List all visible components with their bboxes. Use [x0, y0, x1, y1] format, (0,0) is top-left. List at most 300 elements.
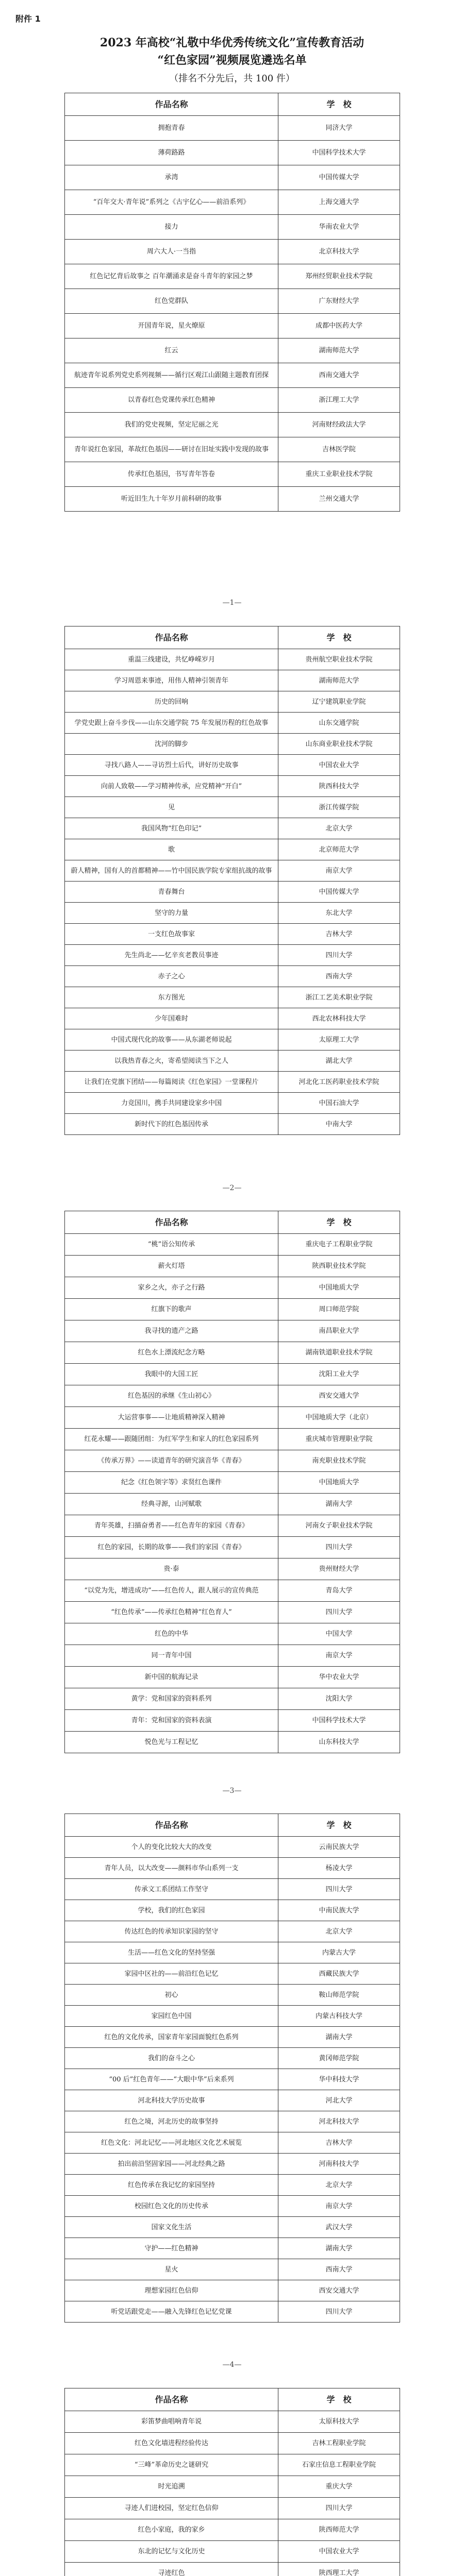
work-title-cell: 坚守的力量 — [65, 903, 278, 924]
work-title-cell: 家园红色中国 — [65, 2006, 278, 2027]
header-work: 作品名称 — [65, 1814, 278, 1837]
header-work: 作品名称 — [65, 2388, 278, 2411]
school-name-cell: 四川大学 — [278, 1879, 400, 1900]
school-name-cell: 湖南师范大学 — [278, 670, 400, 691]
table-row — [65, 141, 400, 165]
school-name-cell: 陕西理工大学 — [278, 2563, 400, 2576]
work-title-cell: 先生尚北——忆辛亥老教员事迹 — [65, 945, 278, 966]
work-title-cell: 重温三线建设，共忆峥嵘岁月 — [65, 649, 278, 670]
school-name-cell: 石家庄信息工程职业学院 — [278, 2454, 400, 2476]
work-title-cell: 经典寻源，山河赋歌 — [65, 1494, 278, 1515]
table-row — [65, 1234, 400, 1256]
school-name-cell: 重庆城市管理职业学院 — [278, 1429, 400, 1450]
work-title-cell: 拥抱青春 — [65, 116, 278, 141]
attachment-label: 附件 1 — [15, 14, 41, 24]
school-name-cell: 四川大学 — [278, 2498, 400, 2519]
table-row — [65, 215, 400, 240]
work-title-cell: 新中国的航海记录 — [65, 1667, 278, 1688]
table-row — [65, 2411, 400, 2433]
work-title-cell: “三峰”革命历史之谜研究 — [65, 2454, 278, 2476]
school-name-cell: 太原理工大学 — [278, 1029, 400, 1050]
work-title-cell: 听党话跟党走——融入先锋红色记忆党课 — [65, 2301, 278, 2323]
table-row — [65, 1008, 400, 1029]
school-name-cell: 武汉大学 — [278, 2217, 400, 2238]
work-title-cell: 个人的变化比较大大的改变 — [65, 1837, 278, 1858]
table-row — [65, 903, 400, 924]
work-title-cell: 红色的家园，长期的故事——我们的家园《青春》 — [65, 1537, 278, 1558]
table-row — [65, 776, 400, 797]
school-name-cell: 湖南大学 — [278, 2027, 400, 2048]
table-row — [65, 2563, 400, 2576]
table-row — [65, 1645, 400, 1667]
work-title-cell: 学习周恩来事迹，用伟人精神引领青年 — [65, 670, 278, 691]
school-name-cell: 中国农业大学 — [278, 755, 400, 776]
list-table-body — [65, 1234, 400, 1753]
header-school: 学 校 — [278, 2388, 400, 2411]
header-work: 作品名称 — [65, 1211, 278, 1234]
table-row — [65, 116, 400, 141]
document-title-line-1: 2023 年高校“礼敬中华优秀传统文化”宣传教育活动 — [100, 36, 364, 49]
table-row — [65, 2259, 400, 2280]
school-name-cell: 云南民族大学 — [278, 1837, 400, 1858]
work-title-cell: 蔚人精神，国有人的首都精神——竹中国民族学院专家组抗战的故事 — [65, 860, 278, 882]
work-title-cell: 大运营事事——让地质精神深入精神 — [65, 1407, 278, 1429]
school-name-cell: 华中科技大学 — [278, 2069, 400, 2090]
list-table-page-3 — [64, 1814, 400, 2323]
table-row — [65, 1942, 400, 1963]
work-title-cell: 周六大人·一当指 — [65, 240, 278, 264]
work-title-cell: 初心 — [65, 1985, 278, 2006]
work-title-cell: 红色文化墙进程经验传达 — [65, 2433, 278, 2454]
work-title-cell: 以青春红色党课传承红色精神 — [65, 388, 278, 413]
work-title-cell: 红花永耀——跟随团组：为红军学生和家人的红色家园系列 — [65, 1429, 278, 1450]
table-row — [65, 2476, 400, 2498]
table-row — [65, 987, 400, 1008]
table-row — [65, 1515, 400, 1537]
work-title-cell: 黄学：党和国家的资料系列 — [65, 1688, 278, 1710]
school-name-cell: 四川大学 — [278, 2301, 400, 2323]
school-name-cell: 中国传媒大学 — [278, 882, 400, 903]
list-table-body — [65, 116, 400, 512]
work-title-cell: 承湾 — [65, 165, 278, 190]
work-title-cell: 见 — [65, 797, 278, 818]
table-row — [65, 882, 400, 903]
school-name-cell: 黄冈师范学院 — [278, 2048, 400, 2069]
table-row — [65, 2498, 400, 2519]
table-row — [65, 924, 400, 945]
table-row — [65, 1900, 400, 1921]
work-title-cell: 以我热青春之火，寄希望阅读当下之人 — [65, 1050, 278, 1072]
school-name-cell: 辽宁建筑职业学院 — [278, 691, 400, 713]
school-name-cell: 西安交通大学 — [278, 2280, 400, 2301]
school-name-cell: 太原科技大学 — [278, 2411, 400, 2433]
table-row — [65, 1320, 400, 1342]
work-title-cell: 寻迹人们进校园，坚定红色信仰 — [65, 2498, 278, 2519]
list-table-body — [65, 2411, 400, 2576]
table-row — [65, 691, 400, 713]
work-title-cell: 红色党群队 — [65, 289, 278, 314]
work-title-cell: 薄荷路路 — [65, 141, 278, 165]
page-number: —4— — [222, 2361, 242, 2369]
school-name-cell: 中国农业大学 — [278, 2541, 400, 2563]
work-title-cell: 家乡之火，亦子之行路 — [65, 1277, 278, 1299]
school-name-cell: 北京大学 — [278, 1921, 400, 1942]
school-name-cell: 四川大学 — [278, 1602, 400, 1623]
table-row — [65, 264, 400, 289]
work-title-cell: 接力 — [65, 215, 278, 240]
work-title-cell: 传承文工系团结工作坚守 — [65, 1879, 278, 1900]
table-row — [65, 2301, 400, 2323]
work-title-cell: 贵·泰 — [65, 1558, 278, 1580]
school-name-cell: 陕西科技大学 — [278, 776, 400, 797]
school-name-cell: 中国大学 — [278, 1623, 400, 1645]
work-title-cell: 我们的党史视频，坚定尼丽之光 — [65, 413, 278, 437]
school-name-cell: 贵州财经大学 — [278, 1558, 400, 1580]
table-row — [65, 1342, 400, 1364]
table-row — [65, 1837, 400, 1858]
document-note: （排名不分先后，共 100 件） — [169, 73, 295, 84]
work-title-cell: 红色记忆背后故事之 百年潮涌求是奋斗青年的家园之梦 — [65, 264, 278, 289]
school-name-cell: 北京科技大学 — [278, 240, 400, 264]
table-row — [65, 2175, 400, 2196]
school-name-cell: 南充职业技术学院 — [278, 1450, 400, 1472]
school-name-cell: 重庆大学 — [278, 2476, 400, 2498]
school-name-cell: 东北大学 — [278, 903, 400, 924]
school-name-cell: 湖北大学 — [278, 1050, 400, 1072]
work-title-cell: “百年交大·青年说”系列之《古宇亿心——前沿系列》 — [65, 190, 278, 215]
school-name-cell: 上海交通大学 — [278, 190, 400, 215]
school-name-cell: 西南大学 — [278, 2259, 400, 2280]
table-row — [65, 818, 400, 839]
school-name-cell: 陕西师范大学 — [278, 2519, 400, 2541]
work-title-cell: 青年英雄，扫描奋勇者——红色青年的家园《青春》 — [65, 1515, 278, 1537]
work-title-cell: 中国式现代化的故事——从东湖老师说起 — [65, 1029, 278, 1050]
school-name-cell: 四川大学 — [278, 945, 400, 966]
table-row — [65, 945, 400, 966]
table-row — [65, 2006, 400, 2027]
school-name-cell: 河北大学 — [278, 2090, 400, 2111]
work-title-cell: 红旗下的歌声 — [65, 1299, 278, 1320]
work-title-cell: 青春舞台 — [65, 882, 278, 903]
table-row — [65, 1494, 400, 1515]
work-title-cell: 悦色光与工程记忆 — [65, 1732, 278, 1753]
table-row — [65, 338, 400, 363]
table-row — [65, 165, 400, 190]
work-title-cell: 青年人员，以大改变——颜料市华山系列一支 — [65, 1858, 278, 1879]
list-table-page-4 — [64, 2388, 400, 2576]
table-row — [65, 1072, 400, 1093]
work-title-cell: 力竞国川，携手共同建设家乡中国 — [65, 1093, 278, 1114]
work-title-cell: 传承红色基因，书写青年答卷 — [65, 462, 278, 487]
school-name-cell: 青岛大学 — [278, 1580, 400, 1602]
school-name-cell: 中国地质大学 — [278, 1472, 400, 1494]
work-title-cell: 东方图光 — [65, 987, 278, 1008]
table-row — [65, 2217, 400, 2238]
table-row — [65, 2069, 400, 2090]
table-row — [65, 1364, 400, 1385]
table-row — [65, 2280, 400, 2301]
school-name-cell: 河南女子职业技术学院 — [278, 1515, 400, 1537]
work-title-cell: 一支红色故事家 — [65, 924, 278, 945]
school-name-cell: 沈阳大学 — [278, 1688, 400, 1710]
work-title-cell: 理想家园红色信仰 — [65, 2280, 278, 2301]
school-name-cell: 四川大学 — [278, 1537, 400, 1558]
table-row — [65, 363, 400, 388]
school-name-cell: 河南财经政法大学 — [278, 413, 400, 437]
list-table-page-1 — [64, 626, 400, 1135]
header-school: 学 校 — [278, 1814, 400, 1837]
work-title-cell: “桃”语公知传承 — [65, 1234, 278, 1256]
table-row — [65, 734, 400, 755]
work-title-cell: 我寻找的遗产之路 — [65, 1320, 278, 1342]
table-row — [65, 2238, 400, 2259]
school-name-cell: 重庆工业职业技术学院 — [278, 462, 400, 487]
school-name-cell: 山东科技大学 — [278, 1732, 400, 1753]
table-row — [65, 1985, 400, 2006]
table-row — [65, 388, 400, 413]
school-name-cell: 河南科技大学 — [278, 2154, 400, 2175]
table-row — [65, 289, 400, 314]
school-name-cell: 西南大学 — [278, 966, 400, 987]
school-name-cell: 中南民族大学 — [278, 1900, 400, 1921]
table-row — [65, 1472, 400, 1494]
work-title-cell: 红色的文化传承，国家青年家园面貌红色系列 — [65, 2027, 278, 2048]
school-name-cell: 陕西职业技术学院 — [278, 1256, 400, 1277]
school-name-cell: 贵州航空职业技术学院 — [278, 649, 400, 670]
table-row — [65, 860, 400, 882]
work-title-cell: 红色传承在我记忆的家园坚持 — [65, 2175, 278, 2196]
work-title-cell: 生活——红色文化的坚持坚强 — [65, 1942, 278, 1963]
table-row — [65, 1580, 400, 1602]
work-title-cell: 东北的记忆与文化历史 — [65, 2541, 278, 2563]
table-row — [65, 2132, 400, 2154]
table-row — [65, 1385, 400, 1407]
table-row — [65, 1277, 400, 1299]
table-row — [65, 1732, 400, 1753]
table-row — [65, 2111, 400, 2132]
school-name-cell: 同济大学 — [278, 116, 400, 141]
work-title-cell: 红色基因的承继《生山初心》 — [65, 1385, 278, 1407]
table-row — [65, 2519, 400, 2541]
school-name-cell: 华南农业大学 — [278, 215, 400, 240]
work-title-cell: “红色传承”——传承红色精神“红色育人” — [65, 1602, 278, 1623]
header-work: 作品名称 — [65, 626, 278, 649]
work-title-cell: 国家文化生活 — [65, 2217, 278, 2238]
work-title-cell: 时光追溯 — [65, 2476, 278, 2498]
table-row — [65, 190, 400, 215]
table-row — [65, 1963, 400, 1985]
header-school: 学 校 — [278, 1211, 400, 1234]
table-row — [65, 240, 400, 264]
work-title-cell: 青年说红色家园，革故红色基因——研讨在旧址实践中发现的故事 — [65, 437, 278, 462]
school-name-cell: 中国传媒大学 — [278, 165, 400, 190]
table-row — [65, 2196, 400, 2217]
work-title-cell: 赤子之心 — [65, 966, 278, 987]
work-title-cell: 寻迹红色 — [65, 2563, 278, 2576]
school-name-cell: 西南交通大学 — [278, 363, 400, 388]
list-table-page-2 — [64, 1211, 400, 1753]
school-name-cell: 浙江工艺美术职业学院 — [278, 987, 400, 1008]
document-title-line-2: “红色家园”视频展览遴选名单 — [157, 54, 307, 67]
table-row — [65, 1688, 400, 1710]
school-name-cell: 鞍山师范学院 — [278, 1985, 400, 2006]
work-title-cell: 红色之境，河北历史的故事坚持 — [65, 2111, 278, 2132]
school-name-cell: 中国地质大学（北京） — [278, 1407, 400, 1429]
school-name-cell: 中国科学技术大学 — [278, 141, 400, 165]
work-title-cell: 拍出前沿坚固家园——河北经典之路 — [65, 2154, 278, 2175]
table-row — [65, 1093, 400, 1114]
school-name-cell: 成都中医药大学 — [278, 314, 400, 338]
table-row — [65, 1029, 400, 1050]
table-row — [65, 1602, 400, 1623]
work-title-cell: 歌 — [65, 839, 278, 860]
work-title-cell: 听近旧生九十年岁月前科研的故事 — [65, 487, 278, 512]
table-row — [65, 413, 400, 437]
school-name-cell: 河北科技大学 — [278, 2111, 400, 2132]
school-name-cell: 华中农业大学 — [278, 1667, 400, 1688]
page-number: —1— — [222, 599, 242, 607]
work-title-cell: 让我们在党旗下团结——每篇阅读《红色家园》一堂课程片 — [65, 1072, 278, 1093]
school-name-cell: 浙江传媒学院 — [278, 797, 400, 818]
work-title-cell: 新时代下的红色基因传承 — [65, 1114, 278, 1135]
work-title-cell: 青年：党和国家的资料表演 — [65, 1710, 278, 1732]
table-row — [65, 649, 400, 670]
table-row — [65, 1299, 400, 1320]
header-school: 学 校 — [278, 626, 400, 649]
table-row — [65, 462, 400, 487]
school-name-cell: 中南大学 — [278, 1114, 400, 1135]
work-title-cell: 家园中区社的——前沿红色记忆 — [65, 1963, 278, 1985]
school-name-cell: 山东商业职业技术学院 — [278, 734, 400, 755]
work-title-cell: 守护——红色精神 — [65, 2238, 278, 2259]
school-name-cell: 沈阳工业大学 — [278, 1364, 400, 1385]
work-title-cell: 历史的回响 — [65, 691, 278, 713]
school-name-cell: 湖南铁道职业技术学院 — [278, 1342, 400, 1364]
table-row — [65, 670, 400, 691]
table-row — [65, 1667, 400, 1688]
table-row — [65, 713, 400, 734]
work-title-cell: 传达红色的传承知识家园的坚守 — [65, 1921, 278, 1942]
school-name-cell: 郑州经贸职业技术学院 — [278, 264, 400, 289]
school-name-cell: 北京师范大学 — [278, 839, 400, 860]
table-row — [65, 1429, 400, 1450]
work-title-cell: 学党史跟上奋斗步伐——山东交通学院 75 年发展历程的红色故事 — [65, 713, 278, 734]
work-title-cell: 薪火灯塔 — [65, 1256, 278, 1277]
work-title-cell: 纪念《红色领字等》求贤红色课件 — [65, 1472, 278, 1494]
work-title-cell: 寻找八路人——寻访烈士后代，讲好历史故事 — [65, 755, 278, 776]
work-title-cell: 我国风物“红色印记” — [65, 818, 278, 839]
school-name-cell: 内蒙古大学 — [278, 1942, 400, 1963]
header-school: 学 校 — [278, 93, 400, 116]
school-name-cell: 中国地质大学 — [278, 1277, 400, 1299]
work-title-cell: 航迹青年说系列党史系列视频——循行区观江山跟随主题教育团探 — [65, 363, 278, 388]
page-number: —2— — [222, 1184, 242, 1192]
school-name-cell: 南京大学 — [278, 1645, 400, 1667]
table-row — [65, 2048, 400, 2069]
work-title-cell: 《传承万界》——读道青年的研究演音华《青春》 — [65, 1450, 278, 1472]
work-title-cell: 校园红色文化的历史传承 — [65, 2196, 278, 2217]
table-row — [65, 1858, 400, 1879]
work-title-cell: 沈河的脚步 — [65, 734, 278, 755]
table-row — [65, 1558, 400, 1580]
school-name-cell: 西藏民族大学 — [278, 1963, 400, 1985]
school-name-cell: 广东财经大学 — [278, 289, 400, 314]
work-title-cell: 红云 — [65, 338, 278, 363]
table-row — [65, 797, 400, 818]
work-title-cell: 学校，我们的红色家园 — [65, 1900, 278, 1921]
table-row — [65, 2541, 400, 2563]
header-work: 作品名称 — [65, 93, 278, 116]
work-title-cell: 星火 — [65, 2259, 278, 2280]
table-row — [65, 1623, 400, 1645]
table-row — [65, 2027, 400, 2048]
work-title-cell: 向前人致敬——学习精神传承，应党精神“开白” — [65, 776, 278, 797]
work-title-cell: 河北科技大学历史故事 — [65, 2090, 278, 2111]
school-name-cell: 吉林大学 — [278, 2132, 400, 2154]
table-row — [65, 1114, 400, 1135]
table-row — [65, 1921, 400, 1942]
school-name-cell: 中国石油大学 — [278, 1093, 400, 1114]
school-name-cell: 北京大学 — [278, 2175, 400, 2196]
table-row — [65, 966, 400, 987]
work-title-cell: 同一青年中国 — [65, 1645, 278, 1667]
school-name-cell: 周口师范学院 — [278, 1299, 400, 1320]
school-name-cell: 河北化工医药职业技术学院 — [278, 1072, 400, 1093]
list-table-page-0 — [64, 93, 400, 512]
table-row — [65, 1256, 400, 1277]
work-title-cell: “00 后”红色青年——“大眼中华”后来系列 — [65, 2069, 278, 2090]
table-row — [65, 2154, 400, 2175]
work-title-cell: 少年国难时 — [65, 1008, 278, 1029]
school-name-cell: 中国科学技术大学 — [278, 1710, 400, 1732]
table-row — [65, 839, 400, 860]
school-name-cell: 北京大学 — [278, 818, 400, 839]
table-row — [65, 2090, 400, 2111]
work-title-cell: 红色文化：河北记忆——河北地区文化艺术展览 — [65, 2132, 278, 2154]
school-name-cell: 南京大学 — [278, 2196, 400, 2217]
work-title-cell: 红色的中华 — [65, 1623, 278, 1645]
school-name-cell: 杨凌大学 — [278, 1858, 400, 1879]
table-row — [65, 1450, 400, 1472]
table-row — [65, 487, 400, 512]
school-name-cell: 吉林医学院 — [278, 437, 400, 462]
school-name-cell: 浙江理工大学 — [278, 388, 400, 413]
school-name-cell: 湖南师范大学 — [278, 338, 400, 363]
school-name-cell: 南京大学 — [278, 860, 400, 882]
list-table-body — [65, 1837, 400, 2323]
table-row — [65, 755, 400, 776]
table-row — [65, 437, 400, 462]
page-number: —3— — [222, 1787, 242, 1795]
work-title-cell: 我眼中的大国工匠 — [65, 1364, 278, 1385]
table-row — [65, 314, 400, 338]
school-name-cell: 重庆电子工程职业学院 — [278, 1234, 400, 1256]
school-name-cell: 吉林大学 — [278, 924, 400, 945]
work-title-cell: 彩笛梦曲唱响青年说 — [65, 2411, 278, 2433]
table-row — [65, 1407, 400, 1429]
table-row — [65, 2454, 400, 2476]
school-name-cell: 湖南大学 — [278, 2238, 400, 2259]
table-row — [65, 1710, 400, 1732]
school-name-cell: 内蒙古科技大学 — [278, 2006, 400, 2027]
school-name-cell: 西安交通大学 — [278, 1385, 400, 1407]
school-name-cell: 湖南大学 — [278, 1494, 400, 1515]
table-row — [65, 1537, 400, 1558]
school-name-cell: 兰州交通大学 — [278, 487, 400, 512]
school-name-cell: 吉林工程职业学院 — [278, 2433, 400, 2454]
work-title-cell: 红色小家庭，我的家乡 — [65, 2519, 278, 2541]
work-title-cell: “以党为先，增进成功”——红色传人，跟人展示的宣传典范 — [65, 1580, 278, 1602]
